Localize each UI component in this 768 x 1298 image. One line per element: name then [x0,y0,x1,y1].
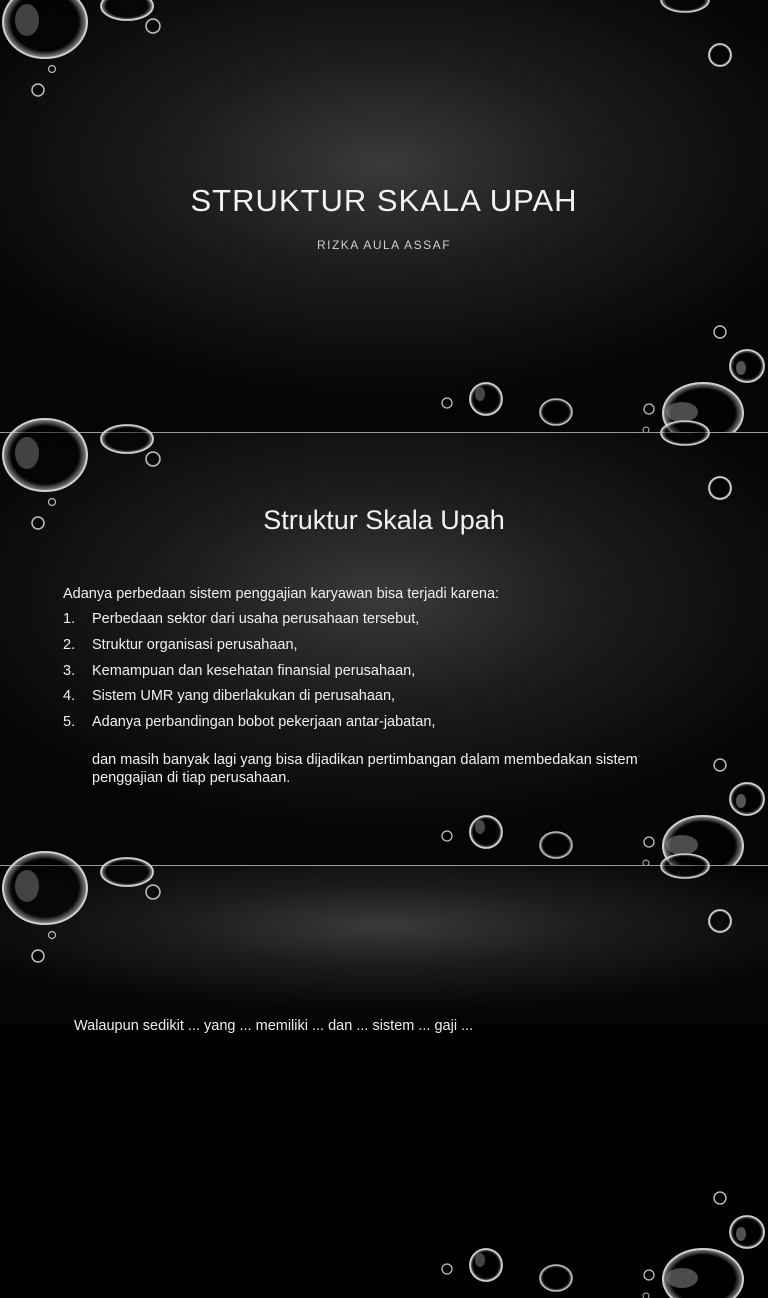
list-item [63,687,683,705]
list-text: Struktur organisasi perusahaan, [92,636,298,653]
list-item [63,636,683,654]
list-number: 1. [63,611,76,627]
slide-heading: Struktur Skala Upah [263,505,505,535]
list-text: Adanya perbandingan bobot pekerjaan antar-jabatan, [92,714,436,731]
list-item [63,662,683,680]
closing-text: dan masih banyak lagi yang bisa dijadikan pertimbangan dalam membedakan sistem penggajian di tiap perusahaan. [92,752,638,787]
slide-partial [0,865,768,1034]
list-number: 3. [63,662,76,679]
list-number: 5. [63,714,76,731]
intro-text: Adanya perbedaan sistem penggajian karyawan bisa terjadi karena: [63,586,500,602]
slide-body [63,585,683,787]
slide-title-heading: STRUKTUR SKALA UPAH [190,183,578,218]
list-text: Sistem UMR yang diberlakukan di perusahaan, [92,688,396,705]
partial-text: Walaupun sedikit ... yang ... memiliki ... dan ... sistem ... gaji ... [74,1018,474,1034]
bubble-decoration [0,866,768,1298]
reason-list [63,610,683,731]
slide-title [0,0,768,432]
slide-title-author: RIZKA AULA ASSAF [316,238,452,252]
list-number: 2. [63,636,76,653]
list-item [63,610,683,628]
slide-content [0,432,768,865]
list-item [63,713,683,731]
list-number: 4. [63,688,76,705]
list-text: Kemampuan dan kesehatan finansial perusahaan, [92,662,416,679]
list-text: Perbedaan sektor dari usaha perusahaan tersebut, [92,611,420,627]
